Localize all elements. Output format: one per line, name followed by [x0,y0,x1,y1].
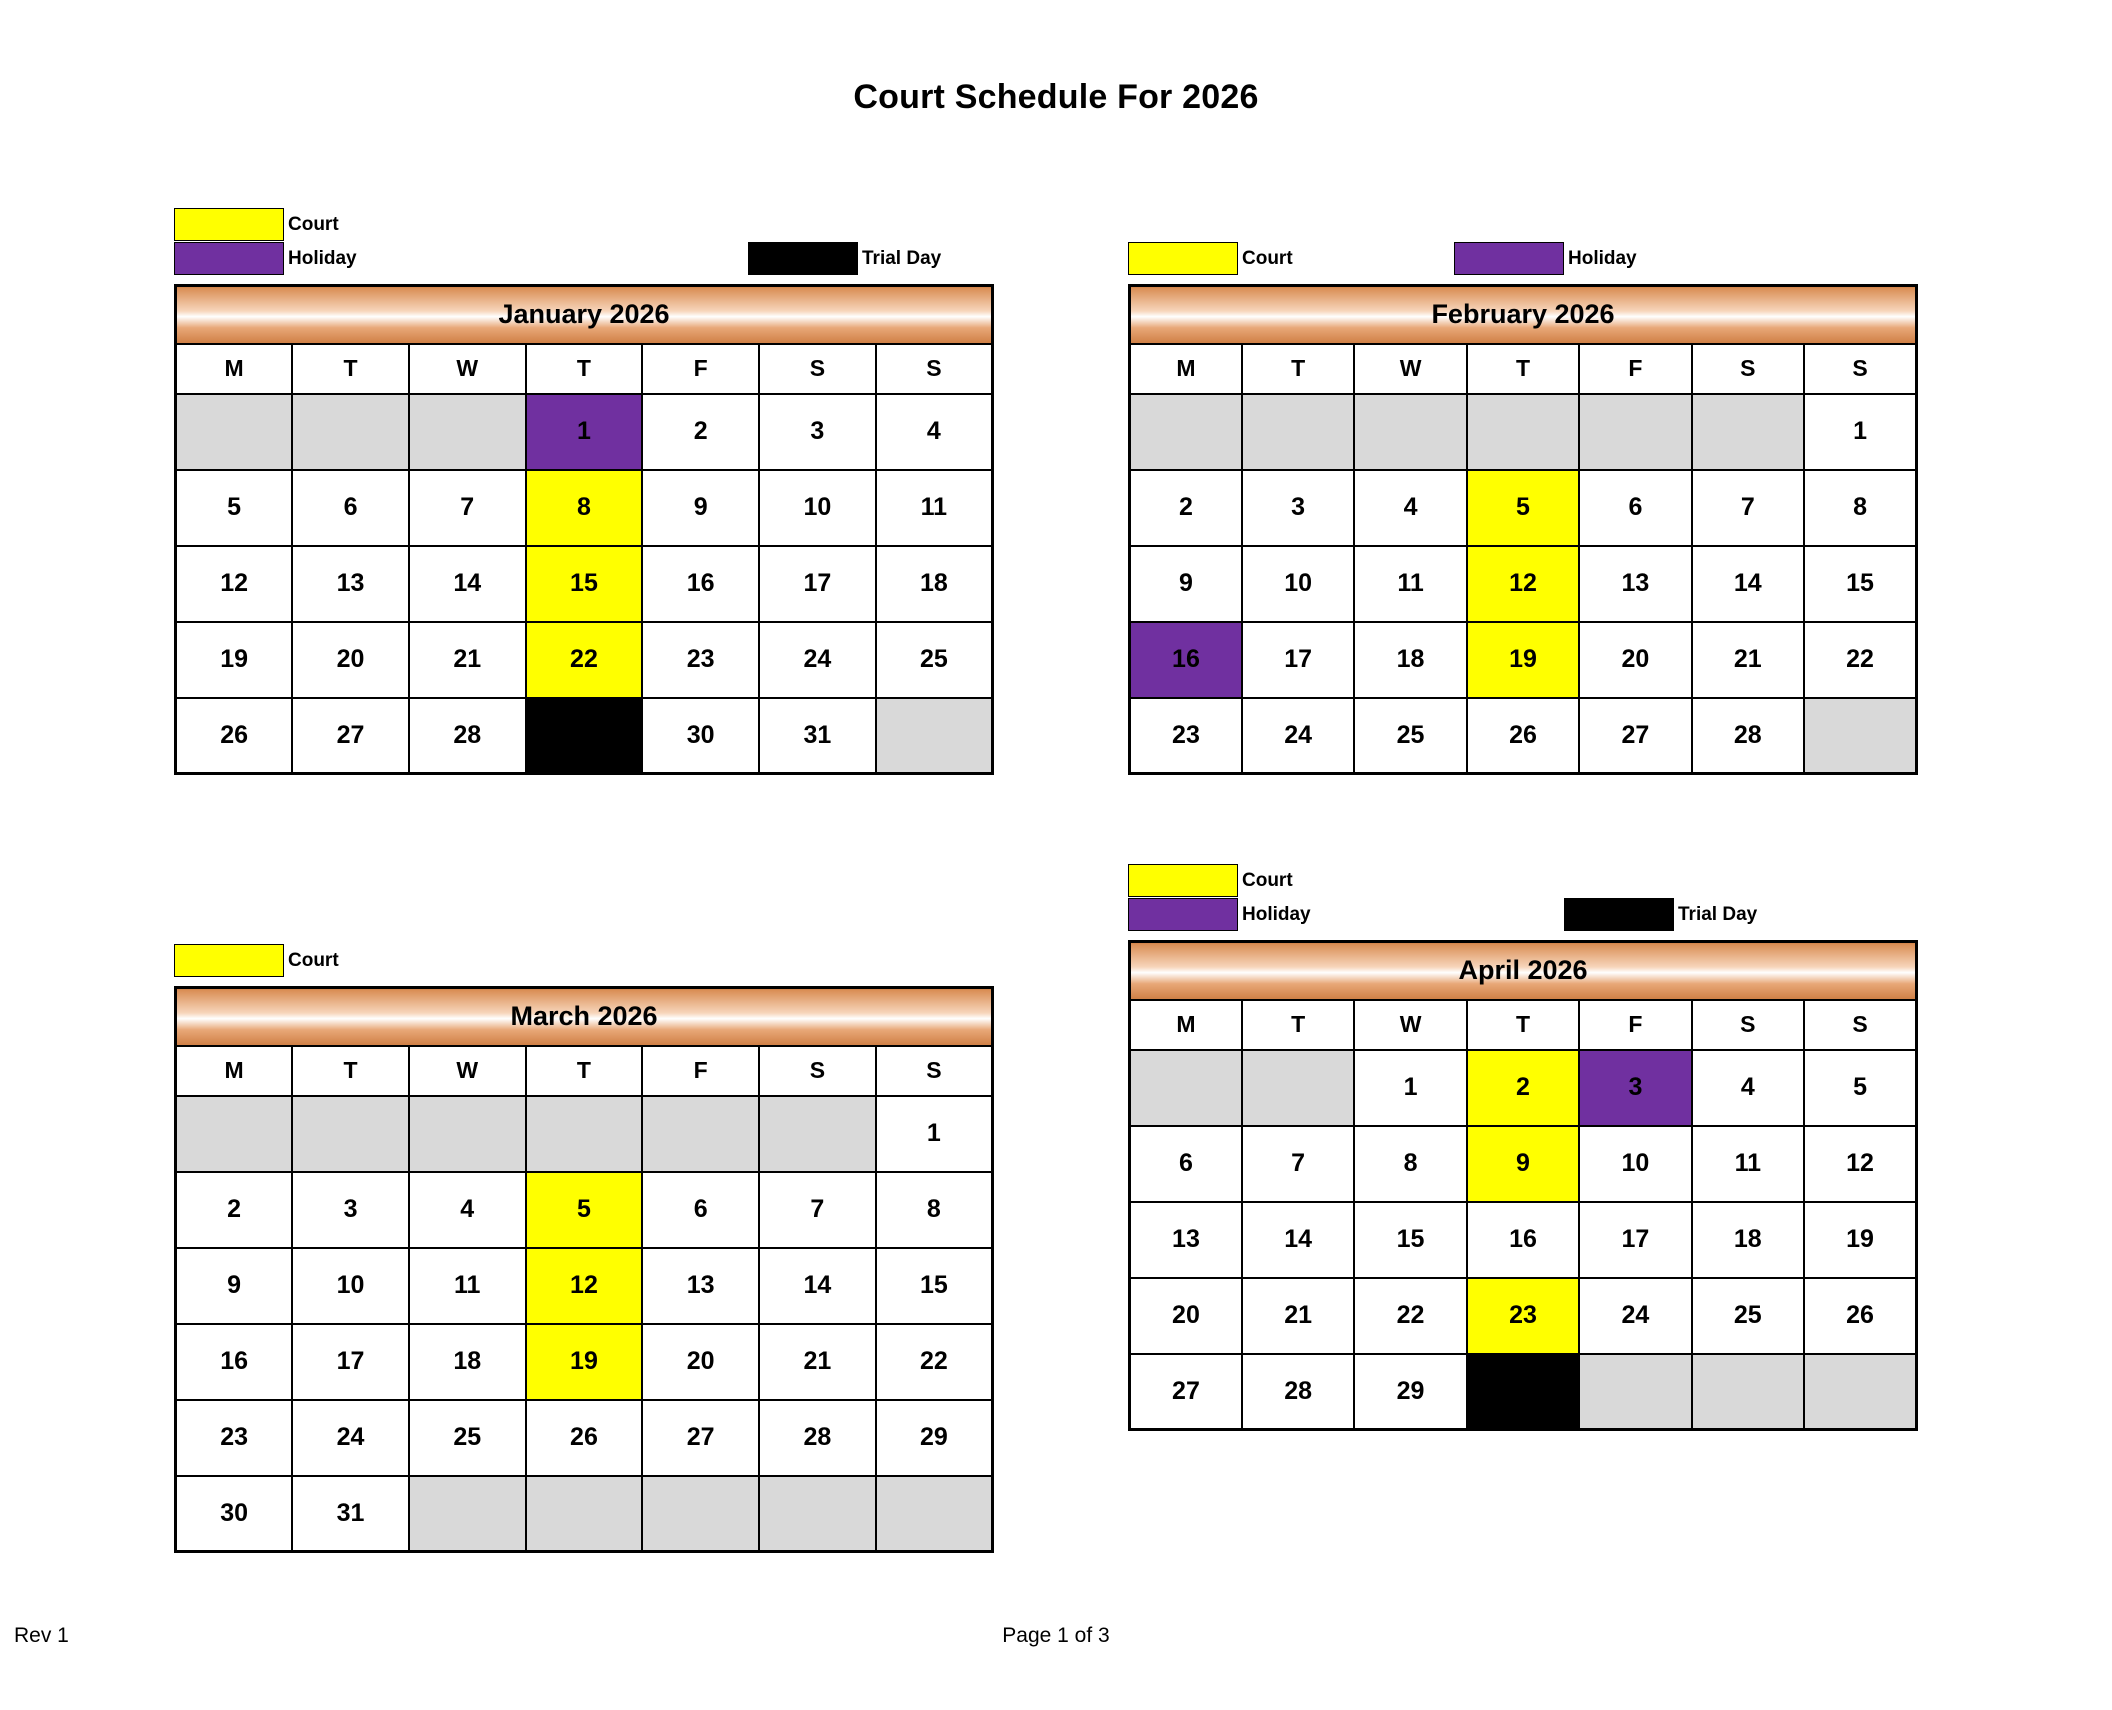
day-cell[interactable]: 2 [1467,1050,1579,1126]
day-cell[interactable]: 31 [759,698,876,774]
week-row [176,1400,993,1476]
dow-row [1130,1000,1917,1050]
day-cell-empty [409,394,526,470]
day-cell[interactable]: 7 [1692,470,1804,546]
day-cell[interactable]: 8 [1354,1126,1466,1202]
legend-item-holiday [1128,898,1311,931]
day-cell[interactable]: 14 [759,1248,876,1324]
dow-cell: W [409,344,526,394]
week-row [176,1172,993,1248]
day-cell-empty [1692,394,1804,470]
trial-color-swatch [748,242,858,275]
day-cell-empty [876,698,993,774]
day-cell-empty [1130,1050,1242,1126]
day-cell[interactable]: 11 [1692,1126,1804,1202]
day-cell[interactable]: 8 [876,1172,993,1248]
week-row [1130,622,1917,698]
legend-label-trial: Trial Day [862,247,942,269]
legend-item-trial [748,242,941,275]
day-cell[interactable]: 14 [1242,1202,1354,1278]
week-row [1130,394,1917,470]
court-color-swatch [174,944,284,977]
holiday-color-swatch [1128,898,1238,931]
court-color-swatch [174,208,284,241]
day-cell-empty [292,1096,409,1172]
day-cell[interactable]: 13 [1130,1202,1242,1278]
month-table-february [1128,284,1918,775]
day-cell[interactable]: 16 [1130,622,1242,698]
day-cell[interactable]: 8 [526,470,643,546]
week-row [1130,1354,1917,1430]
page-title: Court Schedule For 2026 [853,78,1259,116]
day-cell[interactable]: 20 [642,1324,759,1400]
day-cell[interactable]: 21 [759,1324,876,1400]
month-table-march [174,986,994,1553]
day-cell[interactable]: 14 [1692,546,1804,622]
day-cell[interactable]: 11 [1354,546,1466,622]
day-cell[interactable]: 17 [1579,1202,1691,1278]
day-cell[interactable]: 16 [1467,1202,1579,1278]
day-cell[interactable]: 11 [876,470,993,546]
day-cell-empty [1692,1354,1804,1430]
day-cell[interactable]: 6 [642,1172,759,1248]
legend-label-court: Court [288,949,339,971]
dow-cell: S [1804,1000,1916,1050]
day-cell[interactable]: 27 [1579,698,1691,774]
day-cell[interactable]: 4 [876,394,993,470]
day-cell-empty [526,1476,643,1552]
day-cell[interactable]: 17 [1242,622,1354,698]
day-cell[interactable]: 3 [1242,470,1354,546]
day-cell[interactable]: 23 [176,1400,293,1476]
dow-cell: W [409,1046,526,1096]
day-cell[interactable]: 24 [292,1400,409,1476]
dow-cell: M [1130,344,1242,394]
legend-item-court [1128,864,1293,897]
day-cell[interactable]: 4 [1354,470,1466,546]
day-cell[interactable]: 3 [292,1172,409,1248]
day-cell[interactable]: 28 [1692,698,1804,774]
weeks-body [176,1096,993,1552]
dow-cell: T [526,344,643,394]
day-cell[interactable]: 17 [759,546,876,622]
day-cell[interactable]: 28 [409,698,526,774]
day-cell[interactable]: 9 [1467,1126,1579,1202]
day-cell[interactable]: 25 [1692,1278,1804,1354]
week-row [176,1248,993,1324]
day-cell[interactable]: 1 [876,1096,993,1172]
day-cell[interactable]: 24 [1579,1278,1691,1354]
day-cell-empty [759,1096,876,1172]
day-cell[interactable]: 19 [176,622,293,698]
day-cell[interactable]: 3 [1579,1050,1691,1126]
day-cell[interactable]: 6 [1579,470,1691,546]
dow-cell: S [876,1046,993,1096]
legend-label-court: Court [288,213,339,235]
day-cell[interactable]: 26 [1467,698,1579,774]
weeks-body [176,394,993,774]
day-cell[interactable]: 23 [1130,698,1242,774]
day-cell[interactable]: 13 [292,546,409,622]
week-row [176,546,993,622]
day-cell[interactable]: 18 [876,546,993,622]
holiday-color-swatch [174,242,284,275]
week-row [1130,1050,1917,1126]
day-cell[interactable]: 18 [1692,1202,1804,1278]
dow-cell: M [176,1046,293,1096]
legend-label-holiday: Holiday [1242,903,1311,925]
day-cell[interactable]: 15 [1354,1202,1466,1278]
day-cell[interactable]: 22 [1804,622,1916,698]
legend-item-holiday [174,242,357,275]
day-cell[interactable]: 29 [1354,1354,1466,1430]
week-row [1130,1278,1917,1354]
dow-cell: F [642,1046,759,1096]
page-footer [0,1624,2112,1654]
day-cell[interactable]: 19 [1467,622,1579,698]
legend-label-court: Court [1242,869,1293,891]
day-cell[interactable]: 9 [176,1248,293,1324]
week-row [176,698,993,774]
legend-item-holiday [1454,242,1637,275]
day-cell-empty [1467,394,1579,470]
day-cell[interactable]: 12 [1804,1126,1916,1202]
day-cell[interactable]: 5 [1804,1050,1916,1126]
day-cell[interactable]: 14 [409,546,526,622]
day-cell[interactable]: 26 [1804,1278,1916,1354]
day-cell[interactable]: 28 [759,1400,876,1476]
day-cell[interactable]: 28 [1242,1354,1354,1430]
month-title: January 2026 [176,286,993,344]
day-cell[interactable]: 10 [1579,1126,1691,1202]
legend-item-court [1128,242,1293,275]
dow-cell: T [292,344,409,394]
day-cell[interactable]: 20 [1130,1278,1242,1354]
dow-row [1130,344,1917,394]
day-cell[interactable]: 1 [1354,1050,1466,1126]
day-cell[interactable]: 6 [292,470,409,546]
week-row [176,1096,993,1172]
dow-cell: T [1467,344,1579,394]
month-title: March 2026 [176,988,993,1046]
day-cell[interactable]: 26 [526,1400,643,1476]
court-color-swatch [1128,242,1238,275]
calendar-april [1128,864,1918,1431]
day-cell[interactable]: 3 [759,394,876,470]
day-cell-empty [876,1476,993,1552]
week-row [1130,470,1917,546]
day-cell[interactable]: 20 [1579,622,1691,698]
weeks-body [1130,1050,1917,1430]
calendar-january [174,208,994,775]
day-cell[interactable]: 5 [1467,470,1579,546]
day-cell[interactable]: 18 [409,1324,526,1400]
month-title: April 2026 [1130,942,1917,1000]
day-cell[interactable]: 15 [876,1248,993,1324]
dow-cell: T [292,1046,409,1096]
day-cell[interactable]: 22 [526,622,643,698]
day-cell[interactable]: 10 [292,1248,409,1324]
legend-april [1128,864,1918,936]
dow-cell: F [642,344,759,394]
week-row [1130,1202,1917,1278]
calendar-february [1128,208,1918,775]
day-cell[interactable]: 7 [1242,1126,1354,1202]
day-cell[interactable]: 16 [642,546,759,622]
dow-cell: M [176,344,293,394]
day-cell[interactable]: 15 [1804,546,1916,622]
page-number: Page 1 of 3 [1002,1624,1110,1647]
day-cell-empty [526,1096,643,1172]
day-cell-empty [1130,394,1242,470]
day-cell[interactable]: 21 [1242,1278,1354,1354]
legend-february [1128,208,1918,280]
week-row [1130,698,1917,774]
week-row [176,394,993,470]
day-cell[interactable]: 25 [1354,698,1466,774]
day-cell[interactable]: 9 [642,470,759,546]
day-cell[interactable]: 12 [526,1248,643,1324]
day-cell[interactable]: 27 [292,698,409,774]
week-row [176,1324,993,1400]
month-title: February 2026 [1130,286,1917,344]
day-cell[interactable]: 7 [759,1172,876,1248]
day-cell-empty [642,1096,759,1172]
day-cell[interactable]: 25 [409,1400,526,1476]
day-cell[interactable]: 18 [1354,622,1466,698]
court-color-swatch [1128,864,1238,897]
day-cell[interactable]: 23 [1467,1278,1579,1354]
day-cell[interactable]: 11 [409,1248,526,1324]
day-cell-empty [292,394,409,470]
dow-cell: T [1242,1000,1354,1050]
legend-label-holiday: Holiday [288,247,357,269]
day-cell-empty [176,1096,293,1172]
legend-label-trial: Trial Day [1678,903,1758,925]
day-cell-empty [1242,394,1354,470]
day-cell[interactable]: 29 [526,698,643,774]
day-cell-empty [642,1476,759,1552]
day-cell[interactable]: 13 [642,1248,759,1324]
week-row [176,622,993,698]
day-cell[interactable]: 1 [526,394,643,470]
legend-item-trial [1564,898,1757,931]
week-row [176,470,993,546]
day-cell-empty [409,1096,526,1172]
day-cell-empty [176,394,293,470]
day-cell[interactable]: 27 [642,1400,759,1476]
day-cell[interactable]: 22 [1354,1278,1466,1354]
day-cell[interactable]: 21 [409,622,526,698]
dow-cell: S [759,1046,876,1096]
dow-cell: T [1242,344,1354,394]
week-row [1130,546,1917,622]
dow-cell: F [1579,1000,1691,1050]
day-cell[interactable]: 8 [1804,470,1916,546]
day-cell-empty [1579,394,1691,470]
day-cell[interactable]: 29 [876,1400,993,1476]
day-cell[interactable]: 30 [642,698,759,774]
weeks-body [1130,394,1917,774]
legend-label-holiday: Holiday [1568,247,1637,269]
day-cell[interactable]: 1 [1804,394,1916,470]
day-cell[interactable]: 19 [1804,1202,1916,1278]
dow-cell: W [1354,344,1466,394]
calendar-march [174,910,994,1553]
holiday-color-swatch [1454,242,1564,275]
day-cell[interactable]: 31 [292,1476,409,1552]
dow-cell: F [1579,344,1691,394]
day-cell[interactable]: 30 [1467,1354,1579,1430]
dow-cell: S [1804,344,1916,394]
dow-cell: S [876,344,993,394]
legend-item-court [174,944,339,977]
day-cell[interactable]: 4 [409,1172,526,1248]
day-cell-empty [1804,698,1916,774]
day-cell[interactable]: 17 [292,1324,409,1400]
day-cell[interactable]: 25 [876,622,993,698]
day-cell[interactable]: 21 [1692,622,1804,698]
dow-cell: M [1130,1000,1242,1050]
dow-cell: T [1467,1000,1579,1050]
day-cell-empty [1242,1050,1354,1126]
dow-row [176,1046,993,1096]
day-cell[interactable]: 12 [176,546,293,622]
day-cell[interactable]: 13 [1579,546,1691,622]
day-cell[interactable]: 15 [526,546,643,622]
legend-january [174,208,994,280]
day-cell[interactable]: 16 [176,1324,293,1400]
day-cell[interactable]: 19 [526,1324,643,1400]
day-cell[interactable]: 6 [1130,1126,1242,1202]
day-cell[interactable]: 30 [176,1476,293,1552]
dow-cell: S [1692,344,1804,394]
trial-color-swatch [1564,898,1674,931]
day-cell[interactable]: 26 [176,698,293,774]
day-cell-empty [1354,394,1466,470]
day-cell[interactable]: 22 [876,1324,993,1400]
day-cell[interactable]: 5 [176,470,293,546]
day-cell-empty [409,1476,526,1552]
legend-label-court: Court [1242,247,1293,269]
day-cell[interactable]: 2 [176,1172,293,1248]
day-cell-empty [759,1476,876,1552]
day-cell[interactable]: 20 [292,622,409,698]
day-cell[interactable]: 10 [1242,546,1354,622]
day-cell[interactable]: 27 [1130,1354,1242,1430]
day-cell-empty [1804,1354,1916,1430]
month-table-april [1128,940,1918,1431]
day-cell-empty [1579,1354,1691,1430]
day-cell[interactable]: 23 [642,622,759,698]
week-row [1130,1126,1917,1202]
day-cell[interactable]: 7 [409,470,526,546]
dow-cell: S [759,344,876,394]
day-cell[interactable]: 24 [759,622,876,698]
legend-march [174,910,994,982]
day-cell[interactable]: 5 [526,1172,643,1248]
day-cell[interactable]: 9 [1130,546,1242,622]
day-cell[interactable]: 24 [1242,698,1354,774]
month-table-january [174,284,994,775]
day-cell[interactable]: 12 [1467,546,1579,622]
day-cell[interactable]: 2 [642,394,759,470]
day-cell[interactable]: 4 [1692,1050,1804,1126]
dow-cell: W [1354,1000,1466,1050]
day-cell[interactable]: 2 [1130,470,1242,546]
legend-item-court [174,208,339,241]
week-row [176,1476,993,1552]
dow-cell: T [526,1046,643,1096]
day-cell[interactable]: 10 [759,470,876,546]
revision-label: Rev 1 [14,1624,69,1647]
dow-cell: S [1692,1000,1804,1050]
dow-row [176,344,993,394]
